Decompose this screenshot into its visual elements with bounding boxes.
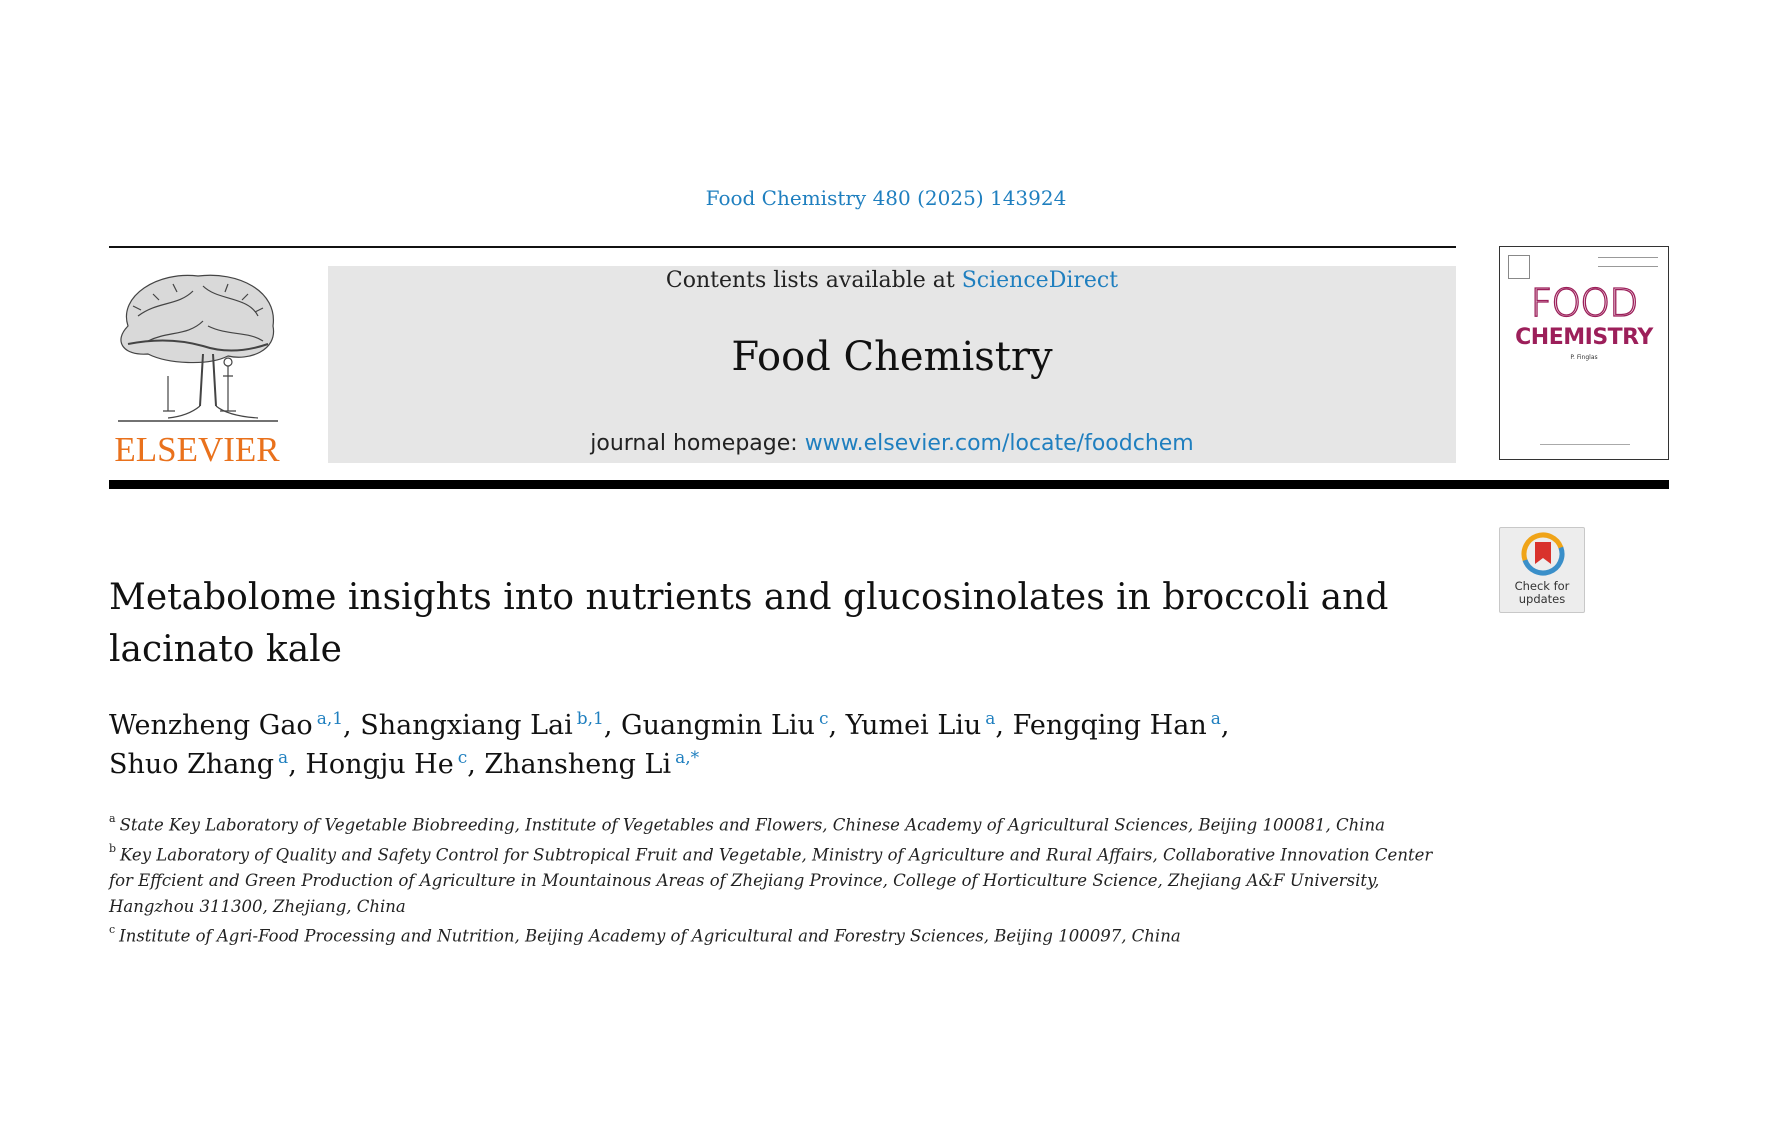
author[interactable] (621, 710, 828, 741)
author-affiliation-marks[interactable]: a (278, 748, 289, 768)
homepage-line (328, 431, 1456, 456)
author-name[interactable]: Shangxiang Lai (360, 710, 573, 741)
author-affiliation-marks[interactable]: a (1210, 709, 1221, 729)
author-affiliation-marks[interactable]: a,* (675, 748, 700, 768)
cover-header (1598, 257, 1658, 267)
elsevier-wordmark: ELSEVIER (114, 430, 280, 469)
affiliation-list (109, 808, 1459, 949)
author-name[interactable]: Fengqing Han (1012, 710, 1207, 741)
cover-footer (1540, 444, 1630, 449)
affiliation-text: State Key Laboratory of Vegetable Biobreeding, Institute of Vegetables and Flowers, Chinese Academy of Agricultural Sciences, Beijing 100081, China (119, 815, 1385, 835)
author-affiliation-marks[interactable]: c (457, 748, 468, 768)
author-separator: , (288, 749, 306, 780)
author-separator: , (995, 710, 1013, 741)
homepage-link[interactable]: www.elsevier.com/locate/foodchem (804, 431, 1194, 456)
author-separator: , (828, 710, 846, 741)
author-affiliation-marks[interactable]: a,1 (316, 709, 344, 729)
cover-title-food: FOOD (1530, 281, 1638, 325)
author-name[interactable]: Shuo Zhang (109, 749, 275, 780)
check-label-line1: Check for (1514, 579, 1570, 593)
article-title: Metabolome insights into nutrients and glucosinolates in broccoli and lacinato kale (109, 577, 1389, 670)
author-name[interactable]: Yumei Liu (845, 710, 982, 741)
author-name[interactable]: Guangmin Liu (621, 710, 815, 741)
check-for-updates-label (1500, 580, 1584, 606)
citation-link[interactable]: Food Chemistry 480 (2025) 143924 (705, 186, 1067, 210)
author-separator: , (603, 710, 622, 741)
cover-editor: P. Finglas (1570, 354, 1598, 361)
header-thick-rule (109, 480, 1669, 489)
author[interactable] (305, 749, 467, 780)
check-label-line2: updates (1518, 592, 1566, 606)
journal-banner (328, 266, 1456, 463)
affiliation-item (109, 838, 1459, 919)
contents-prefix: Contents lists available at (665, 268, 962, 293)
author[interactable] (109, 710, 343, 741)
author-name[interactable]: Wenzheng Gao (109, 710, 313, 741)
author-separator: , (343, 710, 361, 741)
affiliation-item (109, 808, 1459, 838)
bookmark-badge-icon (1521, 532, 1565, 576)
journal-cover-thumbnail[interactable] (1499, 246, 1669, 460)
author[interactable] (484, 749, 699, 780)
author-name[interactable]: Zhansheng Li (484, 749, 672, 780)
sciencedirect-link[interactable]: ScienceDirect (961, 268, 1119, 293)
check-for-updates-button[interactable] (1499, 527, 1585, 613)
journal-title: Food Chemistry (731, 334, 1053, 380)
cover-elsevier-icon (1508, 255, 1530, 279)
author-affiliation-marks[interactable]: c (818, 709, 829, 729)
affiliation-item (109, 919, 1459, 949)
homepage-prefix: journal homepage: (590, 431, 805, 456)
affiliation-text: Institute of Agri-Food Processing and Nutrition, Beijing Academy of Agricultural and Forestry Sciences, Beijing 100097, China (119, 926, 1181, 946)
author[interactable] (1013, 710, 1221, 741)
cover-title-chemistry: CHEMISTRY (1515, 325, 1653, 350)
affiliation-mark: b (109, 842, 117, 855)
author[interactable] (109, 749, 288, 780)
author-list (109, 706, 1439, 784)
affiliation-mark: a (109, 812, 116, 825)
affiliation-text: Key Laboratory of Quality and Safety Control for Subtropical Fruit and Vegetable, Ministry of Agriculture and Rural Affairs, Collaborative Innovation Center for Effcient and Green Production of Agriculture in Mountainous Areas of Zhejiang Province, College of Horticulture Science, Zhejiang A&F University, Hangzhou 311300, Zhejiang, China (109, 845, 1433, 916)
author-name[interactable]: Hongju He (305, 749, 454, 780)
author-separator: , (1220, 710, 1230, 741)
journal-citation[interactable] (0, 186, 1772, 210)
author-affiliation-marks[interactable]: a (985, 709, 996, 729)
contents-line (328, 268, 1456, 293)
author-separator: , (467, 749, 485, 780)
author[interactable] (360, 710, 604, 741)
author[interactable] (846, 710, 996, 741)
affiliation-mark: c (109, 923, 116, 936)
header-rule (109, 246, 1456, 248)
author-affiliation-marks[interactable]: b,1 (576, 709, 604, 729)
